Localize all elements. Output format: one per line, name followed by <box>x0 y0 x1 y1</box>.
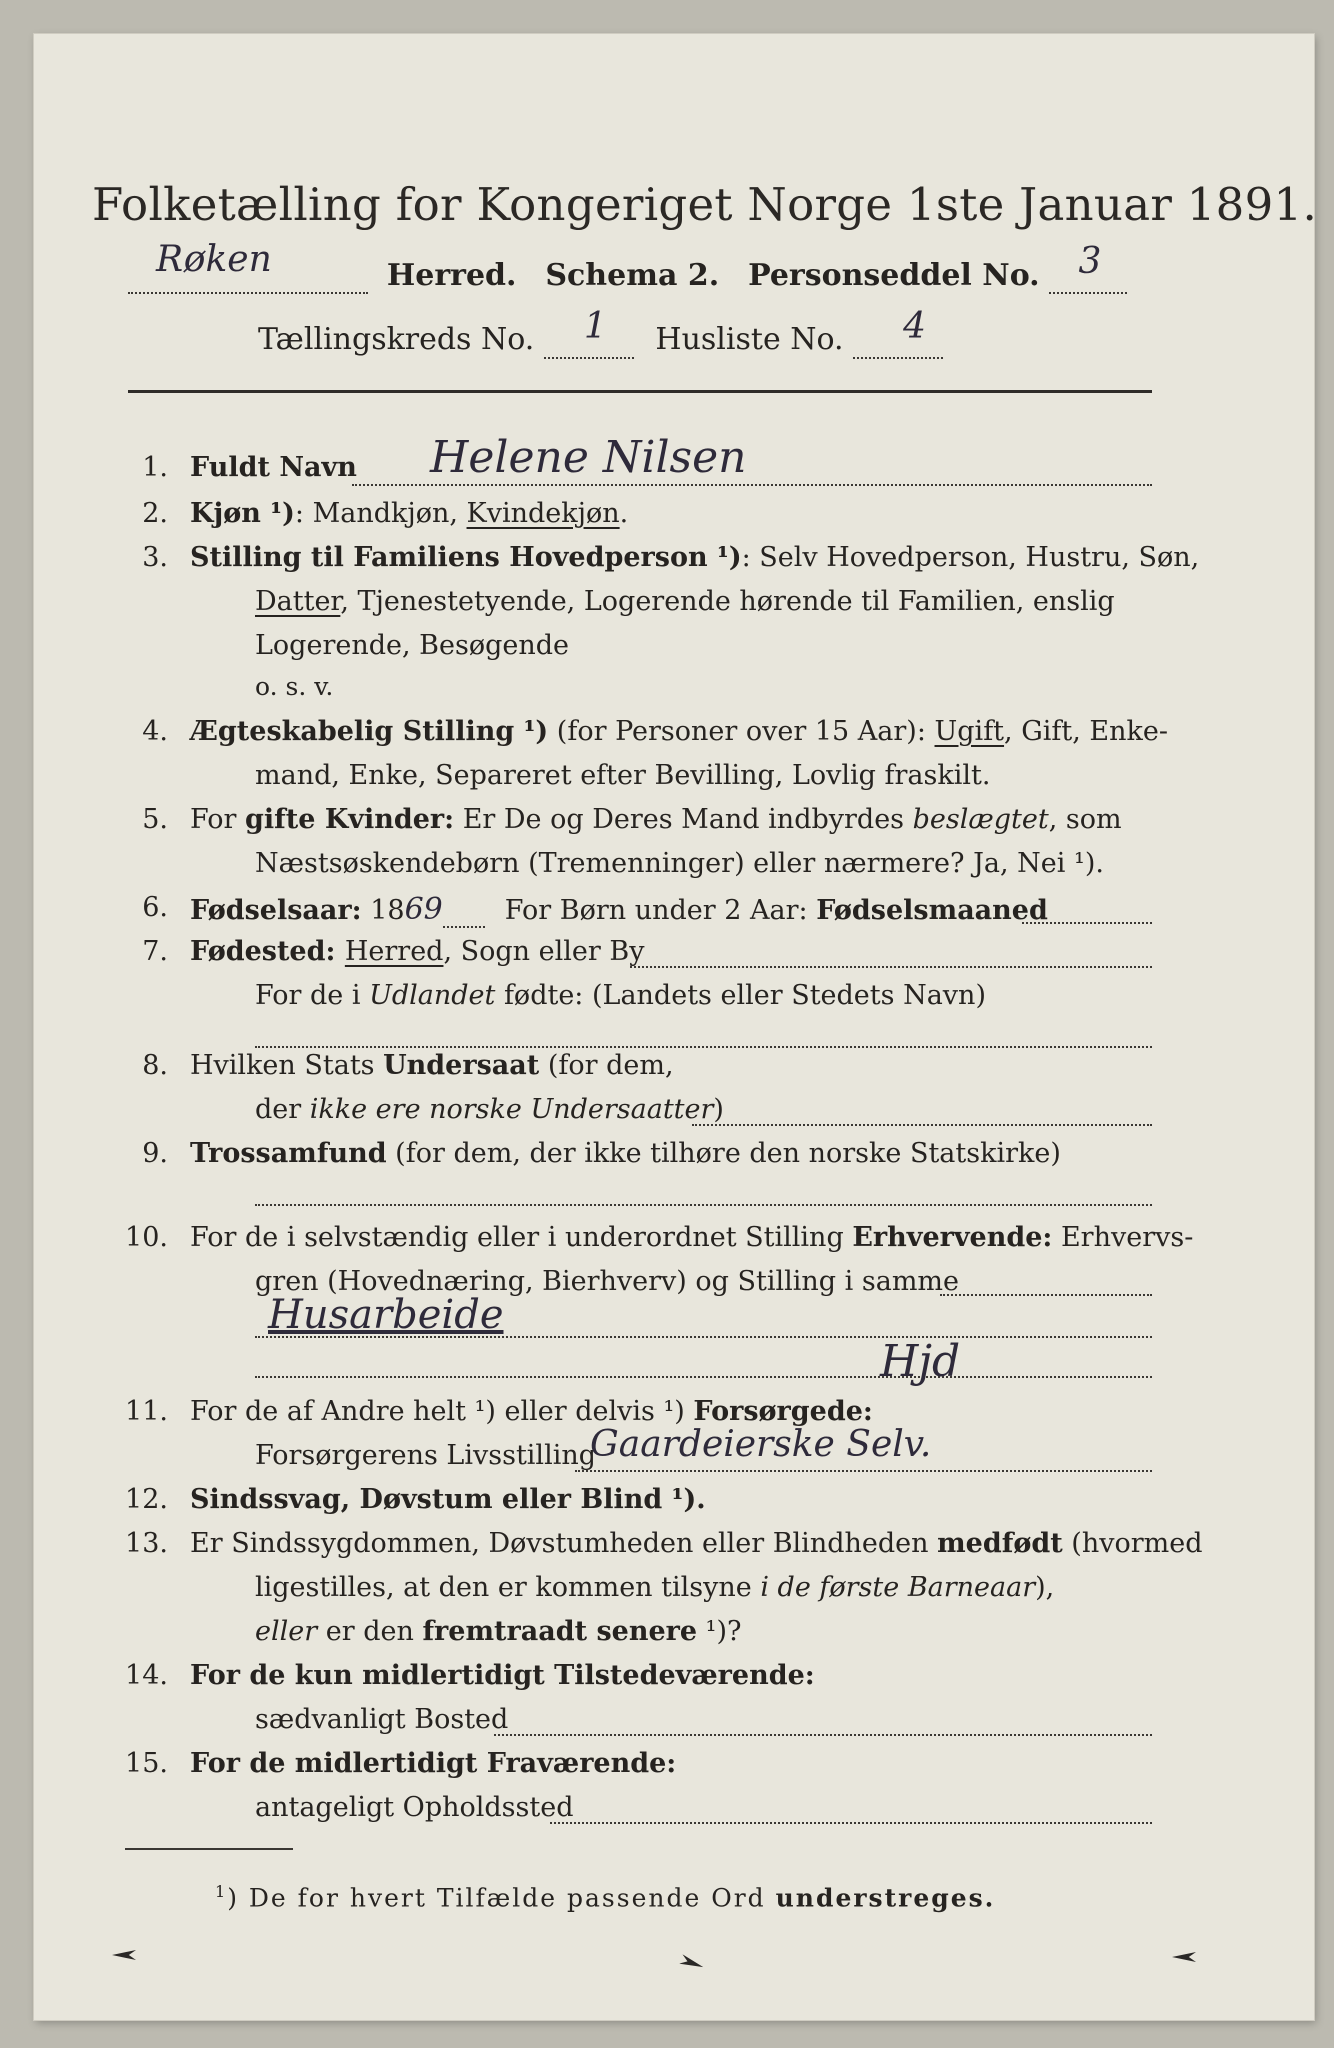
q6-number: 6. <box>142 892 168 923</box>
q11-number: 11. <box>125 1396 168 1427</box>
q13-number: 13. <box>125 1528 168 1559</box>
q9-number: 9. <box>142 1138 168 1169</box>
q12-number: 12. <box>125 1484 168 1515</box>
q12-line: Sindssvag, Døvstum eller Blind ¹). <box>190 1484 706 1515</box>
q8-line-2: der ikke ere norske Undersaatter) <box>255 1094 724 1125</box>
q10-code: Hjd <box>880 1336 961 1387</box>
q11-line-1: For de af Andre helt ¹) eller delvis ¹) Forsørgede: <box>190 1396 873 1427</box>
q10-line-fill-1 <box>940 1294 1152 1296</box>
q7-number: 7. <box>142 936 168 967</box>
herred-field <box>128 239 368 294</box>
q14-line-2: sædvanligt Bosted <box>255 1704 509 1735</box>
q11-line-2: Forsørgerens Livsstilling <box>255 1440 597 1471</box>
q3-line-1: Stilling til Familiens Hovedperson ¹): Selv Hovedperson, Hustru, Søn, <box>190 542 1200 573</box>
q15-number: 15. <box>125 1748 168 1779</box>
q3-line-2: Datter, Tjenestetyende, Logerende hørende til Familien, enslig <box>255 586 1115 617</box>
husliste-label: Husliste No. <box>655 322 844 357</box>
schema-label: Schema 2. <box>545 258 720 293</box>
q10-line-2: gren (Hovednæring, Bierhverv) og Stilling i samme <box>255 1266 960 1297</box>
header-line-2 <box>128 239 1127 294</box>
q14-line-1: For de kun midlertidigt Tilstedeværende: <box>190 1660 815 1691</box>
q14-line-fill <box>494 1734 1152 1736</box>
q9-line: Trossamfund (for dem, der ikke tilhøre den norske Statskirke) <box>190 1138 1061 1169</box>
q5-line-2: Næstsøskendebørn (Tremenninger) eller nærmere? Ja, Nei ¹). <box>255 848 1104 879</box>
q1-line <box>352 484 1152 486</box>
q2-text: Kjøn ¹): Mandkjøn, Kvindekjøn. <box>190 498 629 529</box>
q2-number: 2. <box>142 498 168 529</box>
q4-line-1: Ægteskabelig Stilling ¹) (for Personer over 15 Aar): Ugift, Gift, Enke- <box>190 716 1168 747</box>
q7-line-1: Fødested: Herred, Sogn eller By <box>190 936 645 967</box>
q8-number: 8. <box>142 1050 168 1081</box>
header-rule <box>128 390 1152 393</box>
q9-line-fill <box>255 1204 1152 1206</box>
personseddel-label: Personseddel No. <box>748 258 1040 293</box>
q7-line-fill <box>630 966 1152 968</box>
personseddel-field <box>1049 241 1127 294</box>
q10-value: Husarbeide <box>268 1292 504 1338</box>
q11-line-fill <box>575 1470 1152 1472</box>
herred-label: Herred. <box>386 258 517 293</box>
personseddel-value: 3 <box>1078 241 1102 282</box>
q4-line-2: mand, Enke, Separeret efter Bevilling, Lovlig fraskilt. <box>255 760 991 791</box>
taellingskreds-field <box>544 306 634 359</box>
q4-number: 4. <box>142 716 168 747</box>
q3-line-3: Logerende, Besøgende <box>255 630 569 661</box>
q1-value: Helene Nilsen <box>430 432 747 483</box>
q6-line: Fødselsaar: 1869 For Børn under 2 Aar: Fødselsmaaned <box>190 892 1048 927</box>
q13-line-2: ligestilles, at den er kommen tilsyne i de første Barneaar), <box>255 1572 1055 1603</box>
q11-value: Gaardeierske Selv. <box>590 1424 932 1465</box>
q6-line-fill <box>1022 922 1152 924</box>
q15-line-1: For de midlertidigt Fraværende: <box>190 1748 677 1779</box>
footnote: $^1$) De for hvert Tilfælde passende Ord understreges. <box>215 1882 996 1913</box>
form-title: Folketælling for Kongeriget Norge 1ste Januar 1891. <box>92 178 1318 231</box>
q1-number: 1. <box>142 452 168 483</box>
q7-line-fill-2 <box>255 1046 1152 1048</box>
q10-line-fill-3 <box>255 1376 1152 1378</box>
q10-line-1: For de i selvstændig eller i underordnet Stilling Erhvervende: Erhvervs- <box>190 1222 1194 1253</box>
header-line-3 <box>258 306 943 359</box>
husliste-value: 4 <box>903 306 927 347</box>
q3-line-4: o. s. v. <box>255 672 334 701</box>
q13-line-3: eller er den fremtraadt senere ¹)? <box>255 1616 742 1647</box>
q13-line-1: Er Sindssygdommen, Døvstumheden eller Blindheden medfødt (hvormed <box>190 1528 1203 1559</box>
herred-value: Røken <box>156 239 272 280</box>
q10-number: 10. <box>125 1222 168 1253</box>
footnote-rule <box>125 1848 293 1850</box>
q1-label: Fuldt Navn <box>190 452 357 483</box>
taellingskreds-label: Tællingskreds No. <box>258 322 535 357</box>
q7-line-2: For de i Udlandet fødte: (Landets eller Stedets Navn) <box>255 980 986 1011</box>
q15-line-2: antageligt Opholdssted <box>255 1792 574 1823</box>
q15-line-fill <box>550 1822 1152 1824</box>
husliste-field <box>853 306 943 359</box>
taellingskreds-value: 1 <box>583 306 607 347</box>
q8-line-1: Hvilken Stats Undersaat (for dem, <box>190 1050 674 1081</box>
q5-number: 5. <box>142 804 168 835</box>
q8-line-fill <box>692 1124 1152 1126</box>
q3-number: 3. <box>142 542 168 573</box>
q14-number: 14. <box>125 1660 168 1691</box>
q5-line-1: For gifte Kvinder: Er De og Deres Mand indbyrdes beslægtet, som <box>190 804 1122 835</box>
